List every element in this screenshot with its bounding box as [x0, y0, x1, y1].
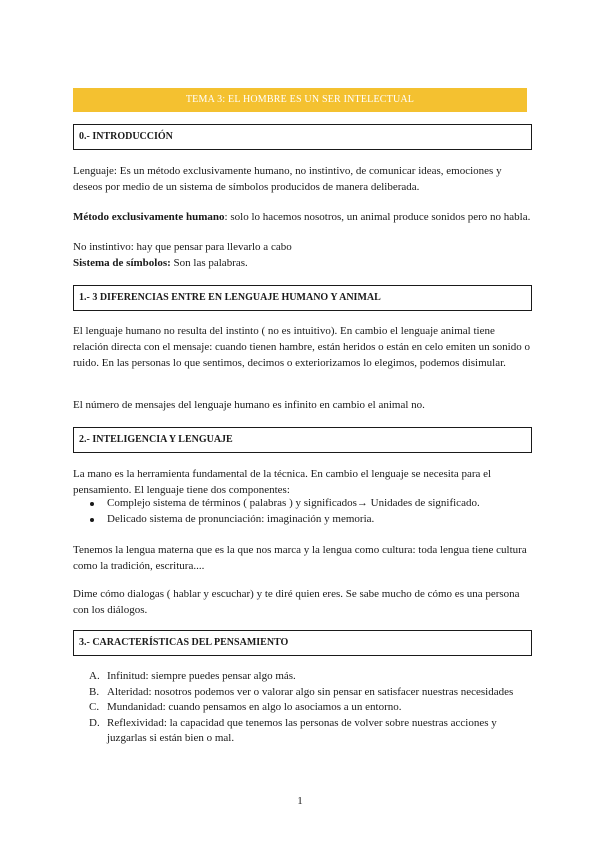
intelligence-paragraph-1: La mano es la herramienta fundamental de la técnica. En cambio el lenguaje se necesita para el pensamiento. El lenguaje tiene dos componentes:	[73, 468, 492, 496]
list-marker: C.	[89, 701, 100, 713]
symbols-paragraph	[73, 255, 531, 271]
document-title: TEMA 3: EL HOMBRE ES UN SER INTELECTUAL	[73, 88, 527, 112]
bullet-icon	[90, 518, 94, 522]
list-marker: A.	[89, 670, 100, 682]
symbols-label: Sistema de símbolos:	[73, 257, 171, 269]
list-marker: D.	[89, 716, 100, 729]
list-marker: B.	[89, 685, 100, 698]
list-item-text: Complejo sistema de términos ( palabras ) y significados→ Unidades de significado.	[107, 497, 480, 509]
differences-paragraph-1: El lenguaje humano no resulta del instinto ( no es intuitivo). En cambio el lenguaje animal tiene relación directa con el mensaje: cuando tienen hambre, están heridos o están en celo emiten un sonido o ruido. En las personas lo que sentimos, decimos o exteriorizamos lo elegimos, podemos disimular.	[73, 325, 530, 369]
list-item	[73, 669, 533, 685]
list-item-text: Mundanidad: cuando pensamos en algo lo asociamos a un entorno.	[107, 701, 402, 713]
method-label: Método exclusivamente humano	[73, 211, 225, 223]
page-number: 1	[297, 795, 303, 807]
section-heading-diferencias: 1.- 3 DIFERENCIAS ENTRE EN LENGUAJE HUMANO Y ANIMAL	[73, 285, 532, 311]
intelligence-paragraph-3: Dime cómo dialogas ( hablar y escuchar) y te diré quien eres. Se sabe mucho de cómo es una persona con los diálogos.	[73, 588, 520, 616]
section-heading-inteligencia: 2.- INTELIGENCIA Y LENGUAJE	[73, 427, 532, 453]
list-item-text: Delicado sistema de pronunciación: imaginación y memoria.	[107, 512, 375, 525]
method-text: : solo lo hacemos nosotros, un animal produce sonidos pero no habla.	[224, 211, 531, 223]
list-item-text: Infinitud: siempre puedes pensar algo más.	[107, 670, 296, 682]
method-paragraph	[73, 209, 531, 225]
instinct-paragraph: No instintivo: hay que pensar para llevarlo a cabo	[73, 241, 292, 253]
section-heading-introduccion: 0.- INTRODUCCIÓN	[73, 124, 532, 150]
list-item	[73, 685, 533, 701]
characteristics-list	[73, 669, 533, 747]
symbols-text: Son las palabras.	[170, 257, 248, 269]
list-item-text: Alteridad: nosotros podemos ver o valorar algo sin pensar en satisfacer nuestras necesidades	[107, 685, 514, 698]
list-item	[73, 512, 533, 528]
definition-paragraph: Lenguaje: Es un método exclusivamente humano, no instintivo, de comunicar ideas, emociones y deseos por medio de un sistema de símbolos producidos de manera deliberada.	[73, 165, 502, 193]
list-item-text: Reflexividad: la capacidad que tenemos las personas de volver sobre nuestras acciones y juzgarlas si están bien o mal.	[107, 716, 497, 744]
list-item	[73, 716, 533, 747]
section-heading-caracteristicas: 3.- CARACTERÍSTICAS DEL PENSAMIENTO	[73, 630, 532, 656]
differences-paragraph-2: El número de mensajes del lenguaje humano es infinito en cambio el animal no.	[73, 399, 425, 411]
bullet-icon	[90, 502, 94, 506]
components-list	[73, 496, 533, 527]
intelligence-paragraph-2: Tenemos la lengua materna que es la que nos marca y la lengua como cultura: toda lengua tiene cultura como la tradición, escritura....	[73, 544, 527, 572]
list-item	[73, 700, 533, 716]
list-item	[73, 496, 533, 512]
